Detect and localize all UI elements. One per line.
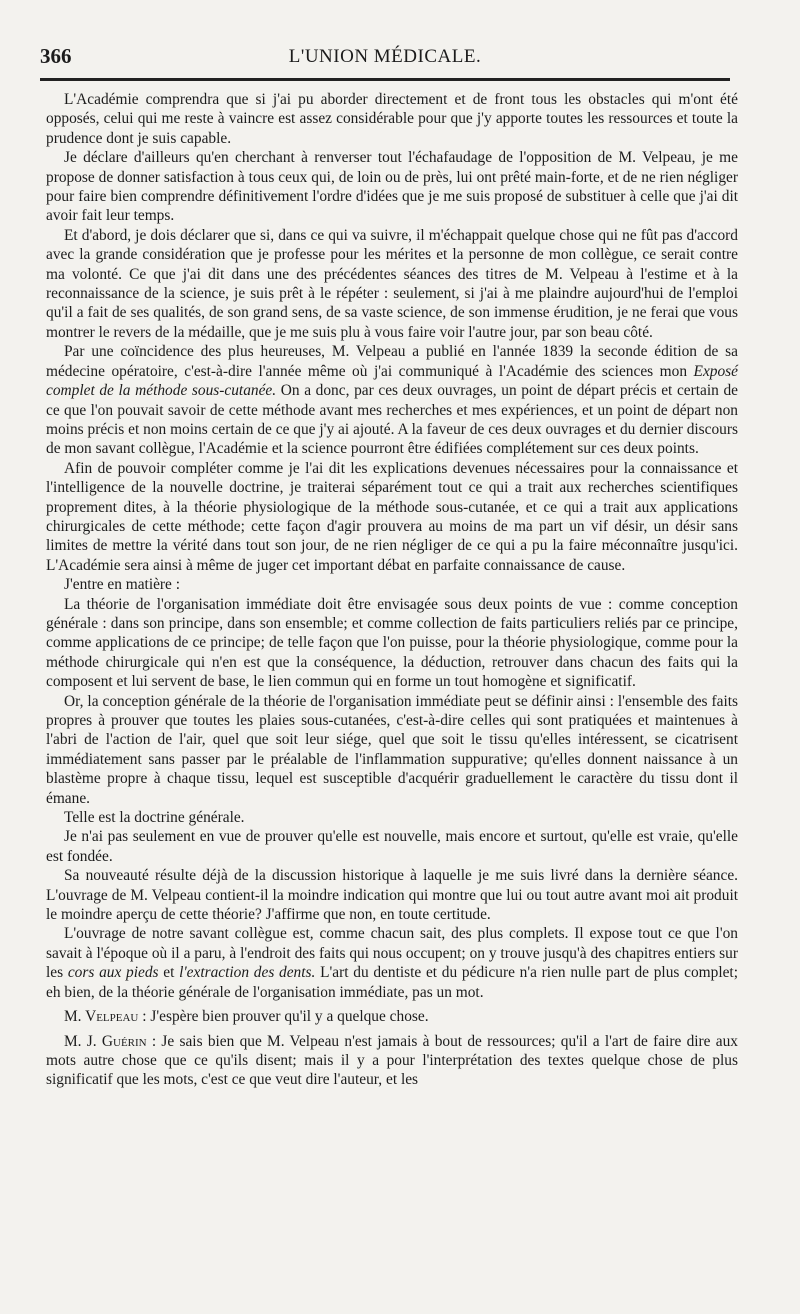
speaker-name: M. Velpeau :	[64, 1008, 147, 1026]
paragraph: Telle est la doctrine générale.	[64, 809, 245, 827]
paragraph: Je déclare d'ailleurs qu'en cherchant à renverser tout l'échafaudage de l'opposition de M. Velpeau, je me propose de donner satisfaction à tous ceux qui, de loin ou de près, lui ont prêté main-forte, et de ne rien négliger pour faire bien comprendre définitivement l'ordre d'idées que je me suis proposé de substituer à celle que j'ai dit avoir fait leur temps.	[46, 149, 738, 225]
paragraph: Afin de pouvoir compléter comme je l'ai dit les explications devenues nécessaires pour la connaissance et l'intelligence de la nouvelle doctrine, je traiterai séparément tout ce qui a trait aux recherches scientifiques proprement dites, à la théorie physiologique de la méthode sous-cutanée, et ce qui a trait aux applications chirurgicales de cette méthode; cette façon d'agir prouvera au moins de ma part un vif désir, un désir sans limites de mettre la vérité dans tout son jour, de ne rien négliger de ce qui a pu la faire méconnaître jusqu'ici. L'Académie sera ainsi à même de juger cet important débat en parfaite connaissance de cause.	[46, 459, 738, 574]
paragraph: La théorie de l'organisation immédiate doit être envisagée sous deux points de vue : comme conception générale : dans son principe, dans son ensemble; et comme collection de faits particuliers reliés par ce principe, comme applications de ce principe; de telle façon que l'on puisse, pour la théorie physiologique, comme pour la méthode chirurgicale qui n'en est que la conséquence, la déduction, retrouver dans chacun des faits qui la composent et lui servent de base, le lien commun qui en forme un tout homogène et significatif.	[46, 595, 738, 691]
paragraph: L'Académie comprendra que si j'ai pu aborder directement et de front tous les obstacles qui m'ont été opposés, celui qui me reste à vaincre est assez considérable pour que j'y apporte toutes les ressources et toute la prudence dont je suis capable.	[46, 91, 738, 147]
paragraph: Et d'abord, je dois déclarer que si, dans ce qui va suivre, il m'échappait quelque chose qui ne fût pas d'accord avec la grande considération que je professe pour les mérites et la personne de mon collègue, ce serait contre ma volonté. Ce que j'ai dit dans une des précédentes séances des titres de M. Velpeau à l'estime et à la reconnaissance de la science, je suis prêt à le répéter : seulement, si j'ai à me plaindre aujourd'hui de l'emploi qu'il a fait de ses qualités, de son grand sens, de sa vaste science, de son immense érudition, je ne ferai que vous montrer le revers de la médaille, que je me suis plu à vous faire voir l'autre jour, par son beau côté.	[46, 226, 738, 341]
speaker-name: M. J. Guérin :	[64, 1032, 157, 1050]
running-title: L'UNION MÉDICALE.	[288, 46, 482, 67]
paragraph: J'entre en matière :	[64, 576, 181, 594]
paragraph: Sa nouveauté résulte déjà de la discussion historique à laquelle je me suis livré dans la dernière séance. L'ouvrage de M. Velpeau contient-il la moindre indication qui montre que lui ou tout autre avant moi ait produit le moindre aperçu de cette théorie? J'affirme que non, en toute certitude.	[46, 867, 738, 924]
paragraph: L'ouvrage de notre savant collègue est, comme chacun sait, des plus complets. Il expose tout ce que l'on savait à l'époque où il a paru, à l'endroit des faits qui nous occupent; on y trouve jusqu'à des chapitres entiers sur les cors aux pieds et l'extraction des dents. L'art du dentiste et du pédicure n'a rien nulle part de plus complet; eh bien, de la théorie générale de l'organisation immédiate, pas un mot.	[46, 925, 738, 1001]
paragraph: Par une coïncidence des plus heureuses, M. Velpeau a publié en l'année 1839 la seconde édition de sa médecine opératoire, c'est-à-dire l'année même où j'ai communiqué à l'Académie des sciences mon Exposé complet de la méthode sous-cutanée. On a donc, par ces deux ouvrages, un point de départ précis et certain de ce que l'on pouvait savoir de cette méthode avant mes recherches et mes expériences, et un point de départ non moins précis et non moins certain de ce que j'y ai ajouté. A la faveur de ces deux ouvrages et du dernier discours de mon savant collègue, l'Académie et la science pourront être édifiées complétement sur ces deux points.	[46, 343, 738, 458]
header-rule	[40, 78, 730, 81]
paragraph: Je n'ai pas seulement en vue de prouver qu'elle est nouvelle, mais encore et surtout, qu'elle est vraie, qu'elle est fondée.	[46, 828, 738, 865]
page-header	[40, 44, 730, 74]
body-text	[46, 90, 738, 1090]
speaker-line: M. Velpeau : J'espère bien prouver qu'il y a quelque chose.	[64, 1008, 429, 1026]
paragraph: Or, la conception générale de la théorie de l'organisation immédiate peut se définir ainsi : l'ensemble des faits propres à prouver que toutes les plaies sous-cutanées, c'est-à-dire celles qui sont pratiquées et maintenues à l'abri de l'action de l'air, quel que soit leur siége, quel que soit le tissu qu'elles intéressent, se cicatrisent immédiatement sans passer par le préalable de l'inflammation suppurative; qu'elles donnent naissance à un blastème propre à chaque tissu, lequel est susceptible d'acquérir graduellement le caractère du tissu dont il émane.	[46, 692, 738, 807]
page-number: 366	[40, 44, 72, 68]
speaker-line: M. J. Guérin : Je sais bien que M. Velpeau n'est jamais à bout de ressources; qu'il a l'art de faire dire aux mots autre chose que ce qu'ils disent; mais il y a pour l'interprétation des textes quelque chose de plus significatif que les mots, c'est ce que veut dire l'auteur, et les	[46, 1032, 738, 1089]
